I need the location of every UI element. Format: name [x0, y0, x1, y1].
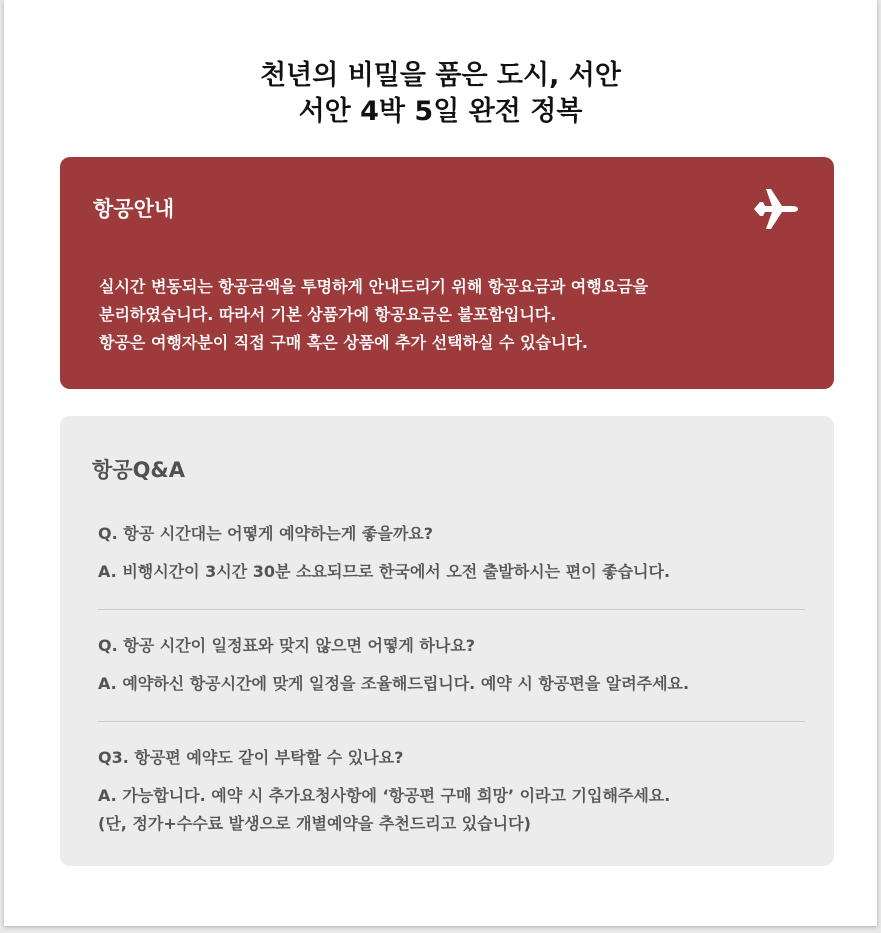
- qa-divider: [98, 721, 805, 722]
- title-line-2: 서안 4박 5일 완전 정복: [298, 96, 583, 127]
- qa-answer: [98, 674, 805, 694]
- qa-item: [98, 748, 805, 838]
- qa-answer-line: (단, 정가+수수료 발생으로 개별예약을 추천드리고 있습니다): [98, 814, 531, 833]
- airplane-icon: [752, 187, 800, 231]
- flight-qa-card: [60, 416, 834, 866]
- qa-heading: 항공Q&A: [92, 458, 185, 482]
- qa-answer: [98, 562, 805, 582]
- qa-item: [98, 636, 805, 694]
- flight-info-heading: 항공안내: [93, 197, 175, 221]
- qa-item: [98, 524, 805, 582]
- title-line-1: 천년의 비밀을 품은 도시, 서안: [260, 60, 621, 91]
- qa-answer-line: A. 가능합니다. 예약 시 추가요청사항에 ‘항공편 구매 희망’ 이라고 기입해주세요.: [98, 786, 671, 805]
- page: [4, 0, 877, 926]
- page-title: [4, 58, 877, 130]
- flight-info-line: 실시간 변동되는 항공금액을 투명하게 안내드리기 위해 항공요금과 여행요금을: [99, 277, 649, 296]
- flight-info-line: 항공은 여행자분이 직접 구매 혹은 상품에 추가 선택하실 수 있습니다.: [99, 333, 588, 352]
- qa-answer: [98, 782, 805, 838]
- flight-info-card: [60, 157, 834, 389]
- qa-answer-line: A. 비행시간이 3시간 30분 소요되므로 한국에서 오전 출발하시는 편이 좋습니다.: [98, 562, 671, 581]
- qa-question: Q. 항공 시간이 일정표와 맞지 않으면 어떻게 하나요?: [98, 636, 476, 655]
- qa-answer-line: A. 예약하신 항공시간에 맞게 일정을 조율해드립니다. 예약 시 항공편을 알려주세요.: [98, 674, 690, 693]
- qa-question: Q. 항공 시간대는 어떻게 예약하는게 좋을까요?: [98, 524, 434, 543]
- flight-info-line: 분리하였습니다. 따라서 기본 상품가에 항공요금은 불포함입니다.: [99, 305, 557, 324]
- qa-divider: [98, 609, 805, 610]
- qa-question: Q3. 항공편 예약도 같이 부탁할 수 있나요?: [98, 748, 404, 767]
- flight-info-text: [99, 273, 648, 357]
